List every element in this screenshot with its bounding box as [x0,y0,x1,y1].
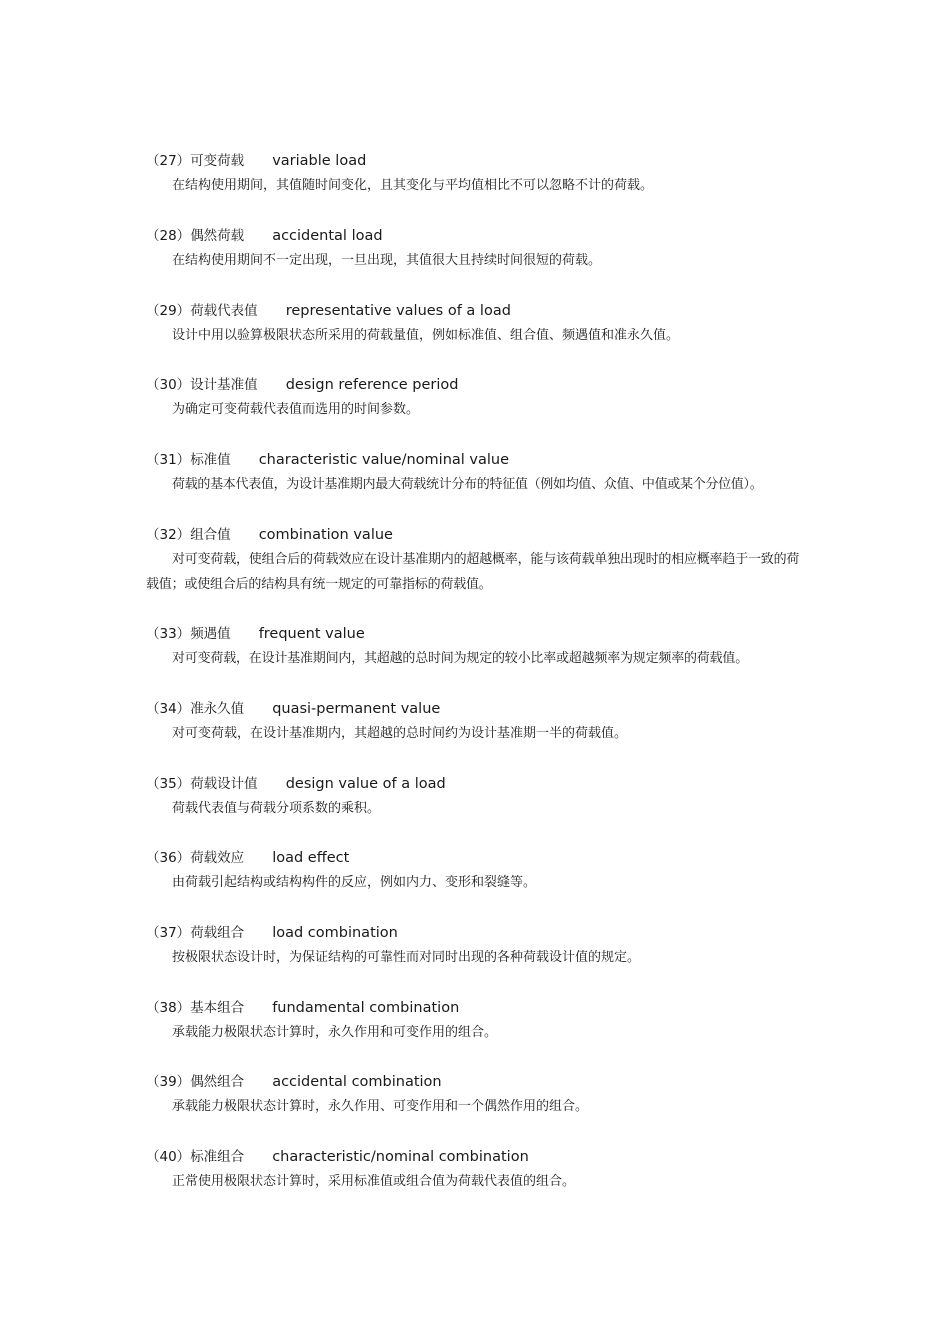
term-number: （30） [146,377,191,393]
term-heading [146,224,826,248]
term-english: combination value [258,527,393,543]
term-english: load combination [272,925,398,941]
term-heading [146,996,826,1020]
term-entry-35 [146,772,826,821]
term-definition: 对可变荷载，在设计基准期内，其超越的总时间约为设计基准期一半的荷载值。 [172,726,628,741]
term-entry-40 [146,1145,826,1194]
term-heading [146,373,826,397]
term-definition: 承载能力极限状态计算时，永久作用和可变作用的组合。 [172,1025,498,1040]
term-number: （34） [146,701,191,717]
term-number: （29） [146,303,191,319]
term-english: quasi-permanent value [272,701,441,717]
term-english: load effect [272,850,350,866]
term-number: （38） [146,1000,191,1016]
term-english: fundamental combination [272,1000,460,1016]
term-english: variable load [272,153,367,169]
term-entry-32 [146,523,826,597]
term-chinese: 设计基准值 [190,377,258,393]
term-chinese: 准永久值 [190,701,245,717]
term-entry-29 [146,299,826,348]
term-number: （40） [146,1149,191,1165]
term-entry-33 [146,622,826,671]
term-heading [146,1145,826,1169]
term-heading [146,523,826,547]
term-chinese: 偶然荷载 [190,228,245,244]
term-chinese: 基本组合 [190,1000,245,1016]
term-english: frequent value [258,626,365,642]
term-definition: 按极限状态设计时，为保证结构的可靠性而对同时出现的各种荷载设计值的规定。 [172,950,641,965]
term-definition: 在结构使用期间不一定出现，一旦出现，其值很大且持续时间很短的荷载。 [172,253,602,268]
term-chinese: 荷载代表值 [190,303,258,319]
term-definition: 由荷载引起结构或结构构件的反应，例如内力、变形和裂缝等。 [172,875,537,890]
term-entry-39 [146,1070,826,1119]
term-chinese: 标准值 [190,452,231,468]
term-heading [146,448,826,472]
term-entry-36 [146,846,826,895]
term-number: （36） [146,850,191,866]
term-definition: 承载能力极限状态计算时，永久作用、可变作用和一个偶然作用的组合。 [172,1099,589,1114]
term-chinese: 偶然组合 [190,1074,245,1090]
term-english: representative values of a load [285,303,511,319]
term-heading [146,622,826,646]
term-definition: 设计中用以验算极限状态所采用的荷载量值，例如标准值、组合值、频遇值和准永久值。 [172,328,680,343]
term-heading [146,921,826,945]
term-chinese: 荷载设计值 [190,776,258,792]
term-entry-31 [146,448,826,497]
term-chinese: 频遇值 [190,626,231,642]
term-number: （35） [146,776,191,792]
term-entry-30 [146,373,826,422]
term-number: （28） [146,228,191,244]
term-chinese: 可变荷载 [190,153,245,169]
term-entry-28 [146,224,826,273]
term-number: （39） [146,1074,191,1090]
term-definition: 荷载代表值与荷载分项系数的乘积。 [172,801,381,816]
term-chinese: 荷载效应 [190,850,245,866]
term-entry-38 [146,996,826,1045]
term-number: （33） [146,626,191,642]
term-definition: 荷载的基本代表值，为设计基准期内最大荷载统计分布的特征值（例如均值、众值、中值或某个分位值）。 [172,477,763,492]
term-heading [146,299,826,323]
term-definition: 正常使用极限状态计算时，采用标准值或组合值为荷载代表值的组合。 [172,1174,576,1189]
term-number: （31） [146,452,191,468]
term-heading [146,846,826,870]
term-chinese: 荷载组合 [190,925,245,941]
term-definition: 为确定可变荷载代表值而选用的时间参数。 [172,402,420,417]
term-english: design reference period [285,377,459,393]
term-heading [146,772,826,796]
term-heading [146,1070,826,1094]
term-heading [146,697,826,721]
term-number: （32） [146,527,191,543]
term-english: characteristic value/nominal value [258,452,510,468]
term-entry-37 [146,921,826,970]
term-english: design value of a load [285,776,446,792]
term-definition: 在结构使用期间，其值随时间变化，且其变化与平均值相比不可以忽略不计的荷载。 [172,178,654,193]
term-definition: 对可变荷载，使组合后的荷载效应在设计基准期内的超越概率，能与该荷载单独出现时的相应概率趋于一致的荷载值；或使组合后的结构具有统一规定的可靠指标的荷载值。 [146,552,800,592]
term-number: （27） [146,153,191,169]
term-chinese: 组合值 [190,527,231,543]
term-entry-27 [146,149,826,198]
term-english: accidental load [272,228,383,244]
term-number: （37） [146,925,191,941]
term-definition: 对可变荷载，在设计基准期间内，其超越的总时间为规定的较小比率或超越频率为规定频率的荷载值。 [172,651,749,666]
term-chinese: 标准组合 [190,1149,245,1165]
term-english: accidental combination [272,1074,442,1090]
term-english: characteristic/nominal combination [272,1149,529,1165]
term-heading [146,149,826,173]
term-entry-34 [146,697,826,746]
